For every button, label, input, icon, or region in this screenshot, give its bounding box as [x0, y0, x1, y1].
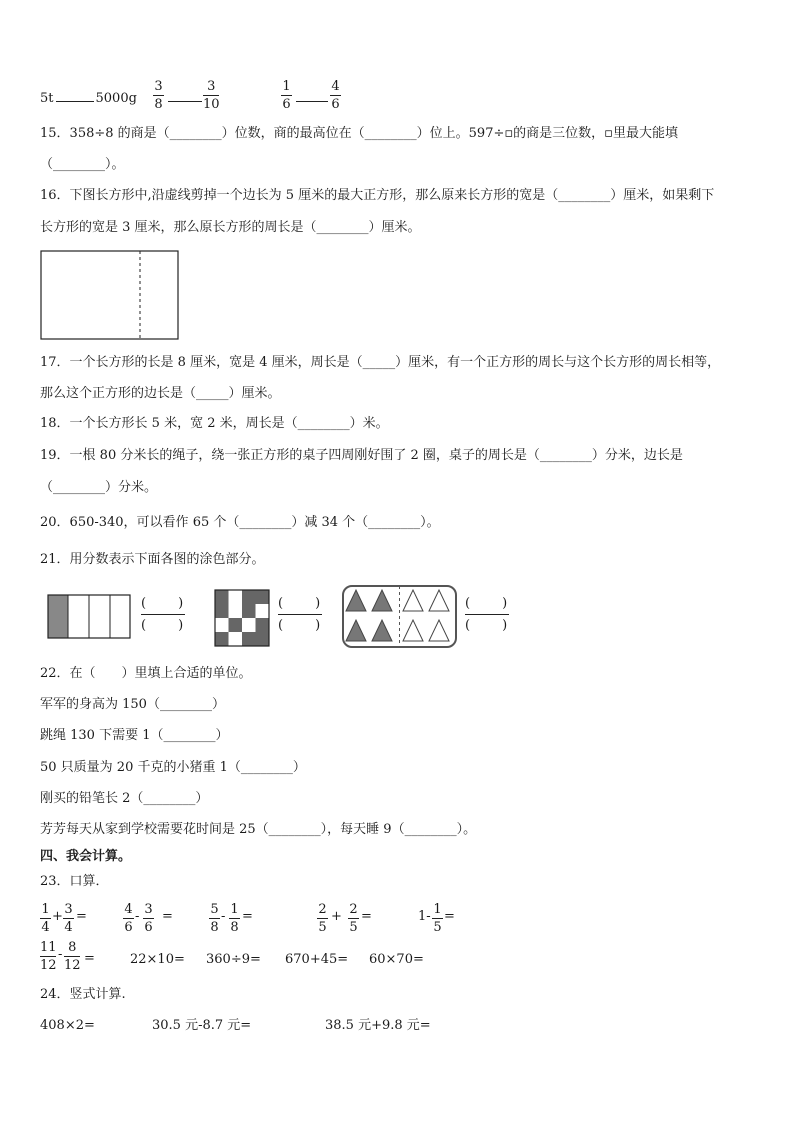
numerator: 1: [433, 902, 442, 917]
equals: =: [361, 909, 372, 924]
numerator: 5: [210, 902, 219, 917]
numerator: 1: [41, 902, 50, 917]
op-prefix: 1-: [418, 909, 431, 924]
fraction-bar: [40, 918, 51, 919]
triangles-figure: [341, 584, 459, 650]
frac-3-8: [153, 79, 164, 112]
q19-line1: 19．一根 80 分米长的绳子，绕一张正方形的桌子四周刚好围了 2 圈，桌子的周长是（________）分米，边长是: [40, 448, 683, 463]
frac: [63, 902, 74, 935]
paren-close: ): [315, 618, 321, 633]
fraction-answer-1: [141, 596, 185, 633]
q15-line1: 15．358÷8 的商是（________）位数，商的最高位在（________）位上。597÷▫的商是三位数，▫里最大能填: [40, 126, 678, 141]
numerator: 11: [40, 940, 57, 955]
paren-open: (: [465, 618, 471, 633]
fraction-bar: [123, 918, 134, 919]
denominator: 5: [433, 920, 442, 935]
paren-open: (: [278, 596, 284, 611]
frac: [123, 902, 134, 935]
frac: [209, 902, 220, 935]
q17-line1: 17．一个长方形的长是 8 厘米，宽是 4 厘米，周长是（_____）厘米，有一个正方形的周长与这个长方形的周长相等，: [40, 355, 721, 370]
vertical-calc-1: 408×2=: [40, 1018, 95, 1033]
numerator: 8: [68, 940, 77, 955]
compare-a-right: 5000g: [95, 91, 137, 106]
fraction-bar: [278, 614, 322, 615]
fraction-bar: [64, 956, 80, 957]
denominator: 6: [124, 920, 133, 935]
q22-item-4: 刚买的铅笔长 2（________）: [40, 791, 209, 806]
paren-close: ): [178, 618, 184, 633]
equals: =: [242, 909, 253, 924]
q22-line1: 22．在（ ）里填上合适的单位。: [40, 666, 252, 681]
fraction-answer-3: [465, 596, 509, 633]
numerator: 1: [282, 79, 291, 94]
denominator: 8: [154, 97, 163, 112]
fraction-bar: [153, 95, 164, 96]
numerator: 4: [331, 79, 340, 94]
q21-line1: 21．用分数表示下面各图的涂色部分。: [40, 552, 265, 567]
numerator: 2: [318, 902, 327, 917]
frac-3-10: [203, 79, 220, 112]
paren-close: ): [502, 596, 508, 611]
oral-calc-2: 360÷9=: [206, 952, 261, 967]
frac: [143, 902, 154, 935]
frac: [40, 940, 57, 973]
op: +: [52, 909, 63, 924]
numerator: 3: [154, 79, 163, 94]
numerator: 4: [124, 902, 133, 917]
fraction-bar: [317, 918, 328, 919]
q22-item-2: 跳绳 130 下需要 1（________）: [40, 728, 229, 743]
fraction-bar: [330, 95, 341, 96]
frac-4-6: [330, 79, 341, 112]
equals: =: [162, 909, 173, 924]
section-title: 四、我会计算。: [40, 849, 132, 864]
op: -: [58, 947, 63, 962]
numerator: 1: [230, 902, 239, 917]
fraction-bar: [209, 918, 220, 919]
paren-close: ): [315, 596, 321, 611]
q16-line2: 长方形的宽是 3 厘米，那么原长方形的周长是（________）厘米。: [40, 220, 421, 235]
numerator: 3: [64, 902, 73, 917]
q18-line1: 18．一个长方形长 5 米，宽 2 米，周长是（________）米。: [40, 416, 389, 431]
denominator: 5: [318, 920, 327, 935]
compare-c-blank: [296, 101, 328, 102]
denominator: 8: [210, 920, 219, 935]
rectangle-figure: [40, 250, 180, 341]
oral-calc-1: 22×10=: [130, 952, 185, 967]
compare-b-blank: [168, 101, 202, 102]
fraction-bar: [348, 918, 359, 919]
q17-line2: 那么这个正方形的边长是（_____）厘米。: [40, 386, 281, 401]
q22-item-1: 军军的身高为 150（________）: [40, 697, 225, 712]
paren-open: (: [141, 618, 147, 633]
equals: =: [444, 909, 455, 924]
denominator: 4: [41, 920, 50, 935]
q19-line2: （________）分米。: [40, 480, 158, 495]
fraction-bar: [432, 918, 443, 919]
fraction-bar: [281, 95, 292, 96]
frac: [40, 902, 51, 935]
frac: [432, 902, 443, 935]
frac: [348, 902, 359, 935]
denominator: 12: [40, 958, 57, 973]
frac: [317, 902, 328, 935]
oral-calc-4: 60×70=: [369, 952, 424, 967]
denominator: 8: [230, 920, 239, 935]
q20-line1: 20．650-340，可以看作 65 个（________）减 34 个（________）。: [40, 515, 440, 530]
frac-1-6: [281, 79, 292, 112]
fraction-bar: [63, 918, 74, 919]
q22-item-5: 芳芳每天从家到学校需要花时间是 25（________），每天睡 9（________）。: [40, 822, 477, 837]
oral-calc-3: 670+45=: [285, 952, 349, 967]
numerator: 3: [144, 902, 153, 917]
denominator: 12: [64, 958, 81, 973]
fraction-bar: [229, 918, 240, 919]
fraction-answer-2: [278, 596, 322, 633]
fraction-bar: [40, 956, 56, 957]
op: -: [221, 909, 226, 924]
paren-open: (: [278, 618, 284, 633]
fraction-bar: [141, 614, 185, 615]
denominator: 5: [349, 920, 358, 935]
fraction-bar: [143, 918, 154, 919]
denominator: 4: [64, 920, 73, 935]
denominator: 6: [282, 97, 291, 112]
frac: [64, 940, 81, 973]
q22-item-3: 50 只质量为 20 千克的小猪重 1（________）: [40, 760, 306, 775]
denominator: 10: [203, 97, 220, 112]
q23-title: 23．口算．: [40, 874, 109, 889]
numerator: 3: [207, 79, 216, 94]
paren-open: (: [465, 596, 471, 611]
numerator: 2: [349, 902, 358, 917]
paren-close: ): [502, 618, 508, 633]
denominator: 6: [331, 97, 340, 112]
frac: [229, 902, 240, 935]
denominator: 6: [144, 920, 153, 935]
grid-figure: [214, 589, 270, 647]
fraction-bar: [203, 95, 219, 96]
equals: =: [84, 951, 95, 966]
op: +: [331, 909, 342, 924]
compare-a-left: 5t: [40, 91, 54, 106]
shaded-bar-figure: [47, 594, 133, 640]
compare-a-blank: [56, 88, 94, 102]
q24-title: 24．竖式计算.: [40, 987, 126, 1002]
compare-a: [40, 88, 137, 108]
q16-line1: 16．下图长方形中,沿虚线剪掉一个边长为 5 厘米的最大正方形，那么原来长方形的宽是（________）厘米，如果剩下: [40, 188, 715, 203]
vertical-calc-2: 30.5 元-8.7 元=: [152, 1018, 252, 1033]
paren-open: (: [141, 596, 147, 611]
op: -: [135, 909, 140, 924]
q15-line2: （________）。: [40, 157, 125, 172]
fraction-bar: [465, 614, 509, 615]
vertical-calc-3: 38.5 元+9.8 元=: [325, 1018, 431, 1033]
paren-close: ): [178, 596, 184, 611]
equals: =: [76, 909, 87, 924]
